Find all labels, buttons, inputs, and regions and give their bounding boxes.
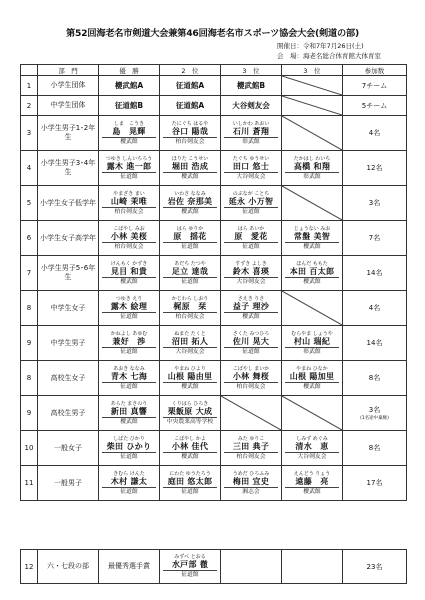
placement-cell xyxy=(99,151,160,186)
club-name: 櫻武館 xyxy=(303,278,321,285)
club-name: 櫻武館 xyxy=(181,208,199,215)
empty-slash xyxy=(282,291,342,325)
club-name: 彰武館 xyxy=(303,173,321,180)
club-name: 征道館 xyxy=(181,488,199,495)
empty-slash xyxy=(282,96,342,115)
row-number: 8 xyxy=(21,361,38,396)
placement-cell xyxy=(221,256,282,291)
club-name: 彰武館 xyxy=(242,138,260,145)
header-first: 優 勝 xyxy=(99,65,160,76)
row-subcategory: 最優秀選手賞 xyxy=(99,550,160,584)
row-category: 六・七段の部 xyxy=(38,550,99,584)
count-text: 5チーム xyxy=(361,101,388,110)
row-category: 中学生男子 xyxy=(38,326,99,361)
results-table xyxy=(20,64,407,501)
player-name: 本田 百太郎 xyxy=(285,267,339,278)
result-row xyxy=(21,116,407,151)
club-name: 征道館 xyxy=(242,243,260,250)
participant-count xyxy=(343,361,407,396)
name-reading: はら ゆりか xyxy=(176,225,204,232)
placement-cell xyxy=(221,96,282,116)
name-reading: いわさ ななみ xyxy=(174,190,206,197)
club-name: 柏台剣友会 xyxy=(236,383,266,390)
name-reading: ほりた こうせい xyxy=(171,155,209,162)
event-venue: 会 場：海老名総合体育館大体育室 xyxy=(277,52,381,60)
placement-cell xyxy=(221,431,282,466)
team-name: 櫻武館B xyxy=(236,81,266,90)
placement-cell xyxy=(99,326,160,361)
count-note: (1名途中棄権) xyxy=(360,416,389,421)
empty-slash xyxy=(282,186,342,220)
club-name: 大谷剣友会 xyxy=(175,348,205,355)
player-name: 小林 美桜 xyxy=(102,232,156,243)
participant-count: 23名 xyxy=(343,550,407,584)
name-reading: あだち たつや xyxy=(174,260,206,267)
name-reading: たにぐち はるや xyxy=(171,120,209,127)
player-name: 見目 和貴 xyxy=(102,267,156,278)
name-reading: じょうない みお xyxy=(293,225,331,232)
event-date: 開催日：令和7年7月26日(土) xyxy=(277,42,364,50)
player-name: 遠藤 亮 xyxy=(285,477,339,488)
placement-cell xyxy=(282,466,343,501)
count-text: 3名 xyxy=(368,406,381,414)
row-number: 12 xyxy=(21,550,38,584)
name-reading: こばやし かよ xyxy=(174,435,206,442)
player-name: 村山 瑞紀 xyxy=(285,337,339,348)
placement-cell xyxy=(282,256,343,291)
player-name: 島 晃輝 xyxy=(102,127,156,138)
club-name: 柏台剣友会 xyxy=(175,313,205,320)
club-name: 櫻武館 xyxy=(120,278,138,285)
winner-cell xyxy=(160,550,221,584)
participant-count xyxy=(343,186,407,221)
player-name: 山崎 茉唯 xyxy=(102,197,156,208)
placement-cell xyxy=(221,186,282,221)
participant-count xyxy=(343,291,407,326)
empty-slash xyxy=(221,396,281,430)
player-name: 梅田 宜史 xyxy=(224,477,278,488)
participant-count xyxy=(343,96,407,116)
player-name: 柴田 ひかり xyxy=(102,442,156,453)
club-name: 征道館 xyxy=(120,488,138,495)
club-name: 櫻武館 xyxy=(303,383,321,390)
player-name: 堀田 浩成 xyxy=(163,162,217,173)
club-name: 櫻武館 xyxy=(242,313,260,320)
participant-count xyxy=(343,396,407,431)
player-name: 足立 達哉 xyxy=(163,267,217,278)
player-name: 原 揺花 xyxy=(163,232,217,243)
club-name: 征道館 xyxy=(242,208,260,215)
team-name: 征道館A xyxy=(175,81,205,90)
placement-cell xyxy=(282,361,343,396)
player-name: 鈴木 喜瑛 xyxy=(224,267,278,278)
placement-cell xyxy=(99,396,160,431)
placement-cell xyxy=(99,116,160,151)
row-category: 小学生女子高学年 xyxy=(38,221,99,256)
placement-cell xyxy=(99,186,160,221)
placement-cell xyxy=(99,256,160,291)
row-category: 一般男子 xyxy=(38,466,99,501)
name-reading: ほんだ ももた xyxy=(296,260,328,267)
player-name: 山根 陽由里 xyxy=(163,372,217,383)
empty-cell-inner xyxy=(282,396,342,430)
result-row xyxy=(21,151,407,186)
player-name: 兼好 渉 xyxy=(102,337,156,348)
player-name: 庭田 悠太郎 xyxy=(163,477,217,488)
player-name: 木村 謙太 xyxy=(102,477,156,488)
name-reading: むらやま しょうや xyxy=(291,330,333,337)
placement-cell xyxy=(99,466,160,501)
empty-cell-inner xyxy=(282,116,342,150)
placement-cell xyxy=(221,291,282,326)
row-number: 5 xyxy=(21,186,38,221)
player-name: 常盤 美智 xyxy=(285,232,339,243)
count-text: 17名 xyxy=(366,479,383,487)
empty-cell xyxy=(282,396,343,431)
placement-cell xyxy=(282,151,343,186)
document-title: 第52回海老名市剣道大会兼第46回海老名市スポーツ協会大会(剣道の部) xyxy=(65,28,360,39)
participant-count xyxy=(343,151,407,186)
placement-cell xyxy=(221,76,282,96)
result-row xyxy=(21,256,407,291)
name-reading: しみず めぐみ xyxy=(296,435,328,442)
placement-cell xyxy=(99,361,160,396)
count-text: 12名 xyxy=(366,164,383,172)
header-category: 部 門 xyxy=(38,65,99,76)
row-category: 一般女子 xyxy=(38,431,99,466)
name-reading: くりはら ひろき xyxy=(171,400,209,407)
row-category: 中学生団体 xyxy=(38,96,99,116)
club-name: 櫻武館 xyxy=(181,453,199,460)
placement-cell xyxy=(160,361,221,396)
player-name: 清水 恵 xyxy=(285,442,339,453)
result-row xyxy=(21,466,407,501)
placement-cell xyxy=(160,221,221,256)
name-reading: みずべ とおる xyxy=(174,554,206,560)
participant-count xyxy=(343,466,407,501)
player-name: 石川 蒼翔 xyxy=(224,127,278,138)
player-name: 田口 悠士 xyxy=(224,162,278,173)
placement-cell xyxy=(99,96,160,116)
placement-cell xyxy=(160,186,221,221)
name-reading: しばた ひかり xyxy=(113,435,145,442)
row-category: 小学生女子低学年 xyxy=(38,186,99,221)
name-reading: つゆき えり xyxy=(115,295,143,302)
result-row xyxy=(21,431,407,466)
placement-cell xyxy=(221,116,282,151)
row-number: 3 xyxy=(21,116,38,151)
header-no xyxy=(21,65,38,76)
player-name: 新田 真響 xyxy=(102,407,156,418)
empty-slash xyxy=(282,116,342,150)
count-text: 14名 xyxy=(366,339,383,347)
name-reading: さくた みつひろ xyxy=(232,330,270,337)
row-category: 小学生男子5･6年生 xyxy=(38,256,99,291)
club-name: 中央農業高等学校 xyxy=(166,418,214,425)
row-category: 小学生男子1･2年生 xyxy=(38,116,99,151)
player-name: 三田 典子 xyxy=(224,442,278,453)
row-category: 中学生女子 xyxy=(38,291,99,326)
empty-cell-inner xyxy=(221,396,281,430)
name-reading: たかはし わいち xyxy=(293,155,331,162)
row-category: 高校生男子 xyxy=(38,396,99,431)
row-number: 8 xyxy=(21,291,38,326)
empty-cell xyxy=(282,116,343,151)
club-name: 大谷剣友会 xyxy=(297,453,327,460)
name-reading: あらた まさのり xyxy=(110,400,148,407)
header-third-2: 3 位 xyxy=(282,65,343,76)
count-text: 7名 xyxy=(368,234,381,242)
club-name: 柏台剣友会 xyxy=(114,208,144,215)
participant-count xyxy=(343,326,407,361)
senior-row xyxy=(21,550,407,584)
club-name: 征道館 xyxy=(120,453,138,460)
player-name: 栗飯原 大成 xyxy=(163,407,217,418)
empty-slash xyxy=(282,396,342,430)
participant-count xyxy=(343,116,407,151)
empty-cell xyxy=(282,291,343,326)
placement-cell xyxy=(221,466,282,501)
count-text: 4名 xyxy=(368,129,381,137)
placement-cell xyxy=(221,221,282,256)
placement-cell xyxy=(282,326,343,361)
club-name: 櫻武館 xyxy=(120,138,138,145)
header-third: 3 位 xyxy=(221,65,282,76)
club-name: 櫻武館 xyxy=(181,383,199,390)
participant-count xyxy=(343,221,407,256)
row-number: 2 xyxy=(21,96,38,116)
player-name: 露木 進一郎 xyxy=(102,162,156,173)
row-category: 小学生団体 xyxy=(38,76,99,96)
count-text: 14名 xyxy=(366,269,383,277)
club-name: 征道館 xyxy=(120,313,138,320)
result-row xyxy=(21,96,407,116)
placement-cell xyxy=(160,151,221,186)
club-name: 征道館 xyxy=(181,278,199,285)
count-text: 7チーム xyxy=(361,81,388,90)
player-name: 水戸部 徹 xyxy=(163,560,217,571)
club-name: 湘志会 xyxy=(242,488,260,495)
empty-cell-inner xyxy=(282,291,342,325)
name-reading: やまざき まい xyxy=(113,190,145,197)
count-text: 8名 xyxy=(368,374,381,382)
club-name: 征道館 xyxy=(242,348,260,355)
row-number: 9 xyxy=(21,326,38,361)
placement-cell xyxy=(160,326,221,361)
name-reading: にわた ゆうたろう xyxy=(169,470,211,477)
name-reading: きむら けんた xyxy=(113,470,145,477)
row-number: 9 xyxy=(21,396,38,431)
player-name: 小林 佳代 xyxy=(163,442,217,453)
empty-cell xyxy=(282,96,343,116)
player-name: 谷口 陽哉 xyxy=(163,127,217,138)
placement-cell xyxy=(160,291,221,326)
row-category: 高校生女子 xyxy=(38,361,99,396)
senior-table xyxy=(20,549,407,584)
result-row xyxy=(21,221,407,256)
empty-cell xyxy=(282,76,343,96)
result-row xyxy=(21,76,407,96)
name-reading: はら あいか xyxy=(237,225,265,232)
row-number: 4 xyxy=(21,151,38,186)
row-number: 11 xyxy=(21,466,38,501)
empty-cell xyxy=(282,186,343,221)
club-name: 征道館 xyxy=(181,572,199,578)
player-name: 青木 七海 xyxy=(102,372,156,383)
participant-count xyxy=(343,431,407,466)
name-reading: えんどう りょう xyxy=(293,470,331,477)
name-reading: たぐち ゆうせい xyxy=(232,155,270,162)
name-reading: つゆき しんいちろう xyxy=(105,155,153,162)
club-name: 征道館 xyxy=(120,173,138,180)
row-category: 小学生男子3･4年生 xyxy=(38,151,99,186)
club-name: 櫻武館 xyxy=(303,488,321,495)
name-reading: しま こうき xyxy=(113,120,144,127)
empty-cell-inner xyxy=(282,96,342,115)
club-name: 櫻武館 xyxy=(303,243,321,250)
player-name: 高橋 和翔 xyxy=(285,162,339,173)
placement-cell xyxy=(160,116,221,151)
club-name: 柏台剣友会 xyxy=(114,243,144,250)
name-reading: すずき よしき xyxy=(235,260,267,267)
row-number: 10 xyxy=(21,431,38,466)
club-name: 大谷剣友会 xyxy=(236,278,266,285)
team-name: 大谷剣友会 xyxy=(232,101,270,110)
participant-count xyxy=(343,76,407,96)
placement-cell xyxy=(221,361,282,396)
name-reading: あおき ななみ xyxy=(113,365,145,372)
club-name: 大谷剣友会 xyxy=(236,173,266,180)
placement-cell xyxy=(160,466,221,501)
player-name: 露木 絵理 xyxy=(102,302,156,313)
player-name: 小林 舞桜 xyxy=(224,372,278,383)
club-name: 櫻武館 xyxy=(181,173,199,180)
participant-count xyxy=(343,256,407,291)
player-name: 佐川 晃大 xyxy=(224,337,278,348)
player-name: 原 愛花 xyxy=(224,232,278,243)
row-number: 1 xyxy=(21,76,38,96)
name-reading: こばやし みお xyxy=(113,225,145,232)
club-name: 征道館 xyxy=(120,348,138,355)
placement-cell xyxy=(160,256,221,291)
empty-cell xyxy=(221,396,282,431)
name-reading: かじわら しおり xyxy=(171,295,209,302)
team-name: 征道館A xyxy=(175,101,205,110)
header-second: 2 位 xyxy=(160,65,221,76)
placement-cell xyxy=(160,76,221,96)
result-row xyxy=(21,396,407,431)
club-name: 征道館 xyxy=(181,243,199,250)
placement-cell xyxy=(221,326,282,361)
placement-cell xyxy=(160,96,221,116)
player-name: 延永 小万智 xyxy=(224,197,278,208)
result-row xyxy=(21,186,407,221)
name-reading: いしかわ あおい xyxy=(232,120,270,127)
count-text: 4名 xyxy=(368,304,381,312)
result-row xyxy=(21,326,407,361)
name-reading: うめだ ひろふみ xyxy=(232,470,270,477)
header-row xyxy=(21,65,407,76)
name-reading: けんもく かずき xyxy=(110,260,148,267)
row-number: 6 xyxy=(21,221,38,256)
empty-slash xyxy=(282,76,342,95)
name-reading: やまね ひより xyxy=(174,365,206,372)
player-name: 沼田 拓人 xyxy=(163,337,217,348)
player-name: 岩佐 奈那美 xyxy=(163,197,217,208)
club-name: 柏台剣友会 xyxy=(175,138,205,145)
name-reading: やまね ひなか xyxy=(296,365,328,372)
team-name: 征道館B xyxy=(114,101,144,110)
name-reading: こばやし まいか xyxy=(232,365,270,372)
placement-cell xyxy=(221,151,282,186)
empty-cell xyxy=(221,550,282,584)
placement-cell xyxy=(282,221,343,256)
name-reading: のぶなが ことち xyxy=(232,190,270,197)
name-reading: かねよし あゆむ xyxy=(110,330,148,337)
count-text: 3名 xyxy=(368,199,381,207)
result-row xyxy=(21,291,407,326)
empty-cell-inner xyxy=(282,76,342,95)
player-name: 益子 理沙 xyxy=(224,302,278,313)
name-reading: さえき りさ xyxy=(237,295,265,302)
placement-cell xyxy=(282,431,343,466)
placement-cell xyxy=(99,221,160,256)
player-name: 梶原 栞 xyxy=(163,302,217,313)
placement-cell xyxy=(99,431,160,466)
row-number: 7 xyxy=(21,256,38,291)
club-name: 櫻武館 xyxy=(120,418,138,425)
empty-cell-inner xyxy=(282,186,342,220)
empty-cell xyxy=(282,550,343,584)
name-reading: ぬまた たくと xyxy=(174,330,206,337)
placement-cell xyxy=(99,291,160,326)
club-name: 征道館 xyxy=(120,383,138,390)
result-row xyxy=(21,361,407,396)
count-text: 8名 xyxy=(368,444,381,452)
player-name: 山根 陽加里 xyxy=(285,372,339,383)
club-name: 柏台剣友会 xyxy=(236,453,266,460)
placement-cell xyxy=(99,76,160,96)
club-name: 彰武館 xyxy=(303,348,321,355)
placement-cell xyxy=(160,431,221,466)
name-reading: みた ゆりこ xyxy=(237,435,265,442)
header-count: 参加数 xyxy=(343,65,407,76)
placement-cell xyxy=(160,396,221,431)
team-name: 櫻武館A xyxy=(114,81,144,90)
